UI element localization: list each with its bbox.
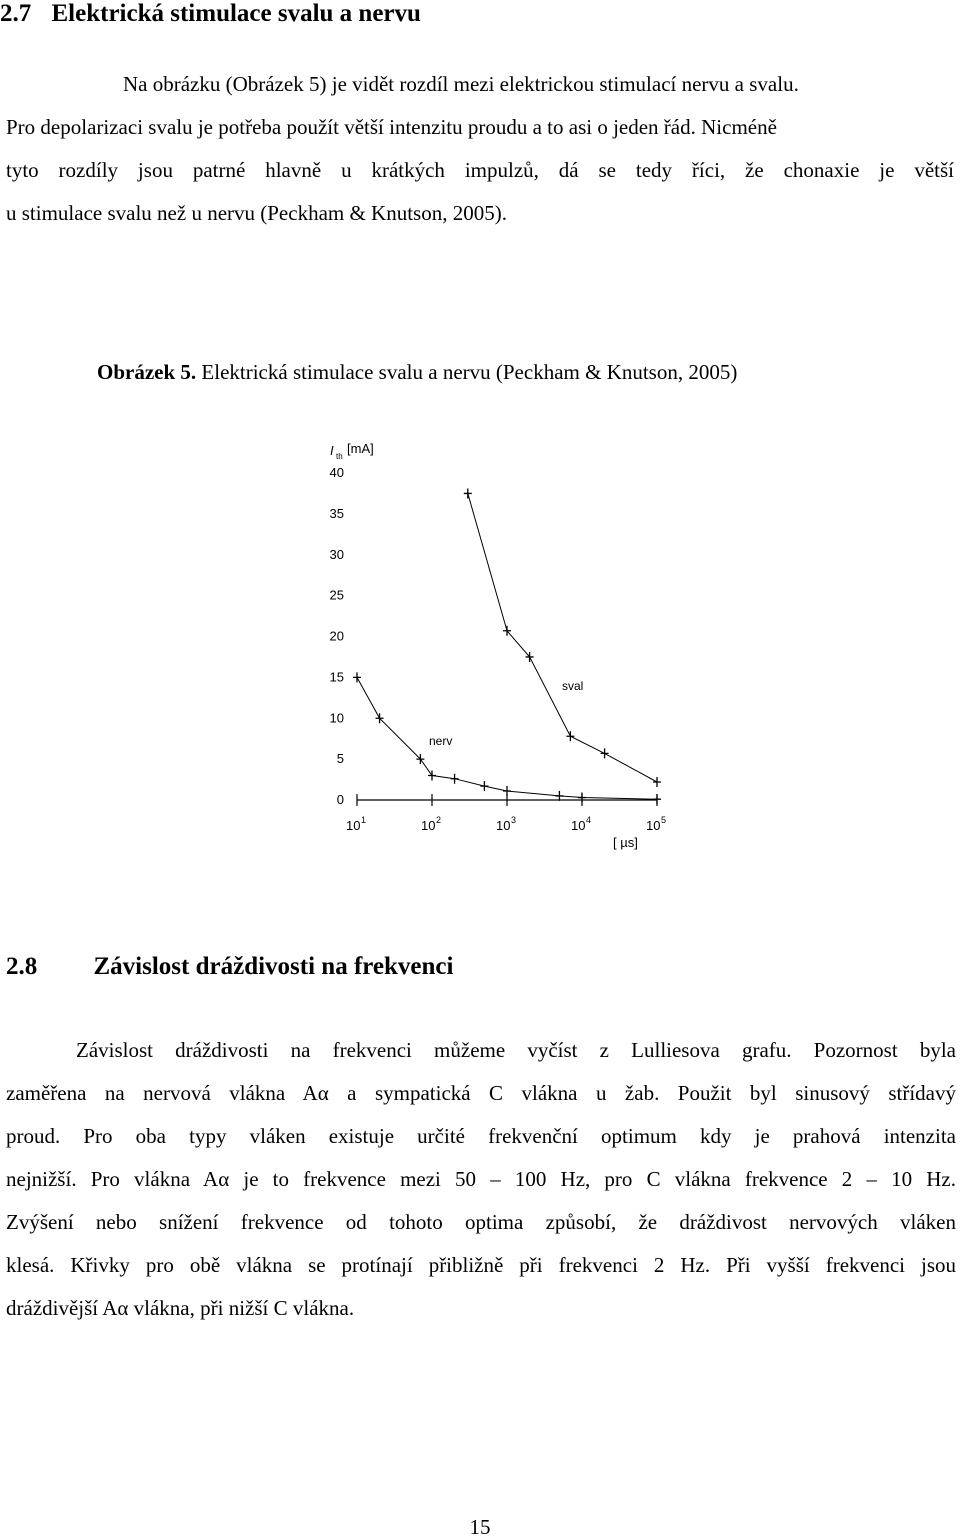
x-tick-label: 10 [496, 818, 511, 833]
paragraph-line: u stimulace svalu než u nervu (Peckham & Knutson, 2005). [6, 201, 507, 225]
x-tick-label: 10 [421, 818, 436, 833]
page-number: 15 [469, 1515, 491, 1539]
paragraph-line: Pro depolarizaci svalu je potřeba použít větší intenzitu proudu a to asi o jeden řád. Nicméně [6, 115, 777, 139]
series-line-sval [468, 493, 657, 782]
series-label-nerv: nerv [429, 734, 453, 748]
figure-caption-text: Elektrická stimulace svalu a nervu (Peckham & Knutson, 2005) [196, 360, 738, 384]
x-tick-exponent: 1 [361, 815, 367, 825]
y-tick-label: 35 [329, 505, 344, 521]
section-heading-2-8 [6, 953, 453, 981]
data-point-sval [653, 777, 661, 787]
series-label-sval: sval [562, 679, 584, 693]
paragraph-line: Na obrázku (Obrázek 5) je vidět rozdíl mezi elektrickou stimulací nervu a svalu. [123, 72, 799, 96]
x-tick-label: 10 [646, 818, 661, 833]
data-point-sval [464, 488, 472, 498]
paragraph-line: dráždivější Aα vlákna, při nižší C vlákna. [6, 1296, 355, 1320]
x-tick-exponent: 3 [511, 815, 517, 825]
x-tick-exponent: 2 [436, 815, 442, 825]
data-point-sval [601, 748, 609, 758]
paragraph-line: klesá. Křivky pro obě vlákna se protínají přibližně při frekvenci 2 Hz. Při vyšší frekvenci jsou [6, 1253, 956, 1277]
paragraph-line: Závislost dráždivosti na frekvenci můžeme vyčíst z Lulliesova grafu. Pozornost byla [76, 1038, 956, 1062]
y-tick-label: 15 [329, 669, 344, 685]
y-axis-title [330, 441, 374, 461]
section-title: Elektrická stimulace svalu a nervu [51, 0, 421, 27]
x-tick-label: 10 [346, 818, 361, 833]
data-point-sval [566, 731, 574, 741]
series-line-nerv [357, 677, 657, 799]
x-tick-exponent: 4 [586, 815, 592, 825]
data-point-nerv [653, 794, 661, 804]
data-point-nerv [503, 786, 511, 796]
x-axis-unit: [ µs] [613, 835, 638, 850]
section-title: Závislost dráždivosti na frekvenci [93, 953, 454, 980]
y-tick-label: 0 [336, 792, 344, 807]
paragraph-line: proud. Pro oba typy vláken existuje určité frekvenční optimum kdy je prahová intenzita [6, 1124, 956, 1148]
y-tick-label: 5 [336, 751, 344, 767]
y-axis-unit: [mA] [347, 441, 374, 456]
paragraph-line: nejnižší. Pro vlákna Aα je to frekvence mezi 50 – 100 Hz, pro C vlákna frekvence 2 – 10 Hz. [6, 1167, 956, 1191]
y-axis-symbol: I [330, 443, 334, 458]
x-tick-label: 10 [571, 818, 586, 833]
figure-label: Obrázek 5. [97, 360, 197, 384]
y-tick-label: 10 [329, 710, 344, 726]
y-tick-label: 40 [329, 465, 344, 480]
y-axis-subscript: th [336, 452, 343, 461]
y-tick-label: 20 [329, 628, 344, 644]
section-heading-2-7 [0, 0, 421, 28]
x-tick-exponent: 5 [661, 815, 667, 825]
data-point-nerv [480, 781, 488, 791]
strength-duration-chart [326, 436, 692, 854]
data-point-nerv [578, 793, 586, 803]
paragraph-line: Zvýšení nebo snížení frekvence od tohoto optima způsobí, že dráždivost nervových vláken [6, 1210, 956, 1234]
section-number: 2.7 [0, 0, 32, 27]
y-tick-label: 30 [329, 546, 344, 562]
paragraph-line: zaměřena na nervová vlákna Aα a sympatická C vlákna u žab. Použit byl sinusový střídavý [6, 1081, 956, 1105]
data-point-nerv [353, 672, 361, 682]
paragraph-line: tyto rozdíly jsou patrné hlavně u krátkých impulzů, dá se tedy říci, že chonaxie je větší [6, 158, 954, 182]
data-point-nerv [451, 774, 459, 784]
y-tick-label: 25 [329, 587, 344, 603]
section-number: 2.8 [6, 953, 38, 980]
figure-caption [97, 360, 737, 385]
